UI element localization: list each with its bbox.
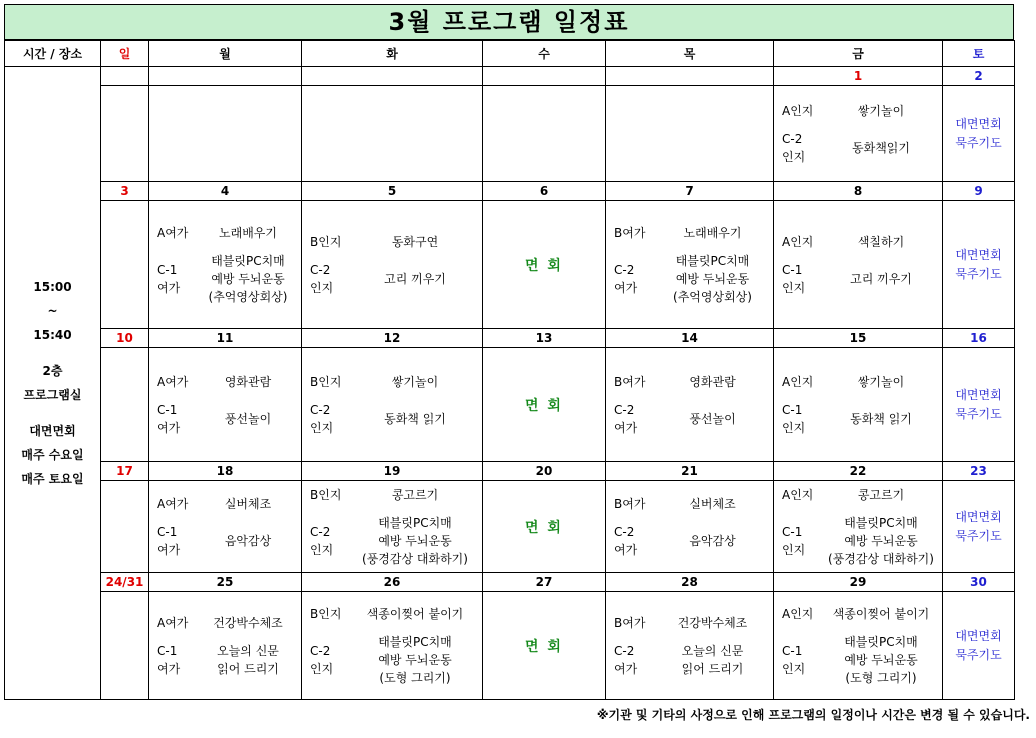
program-a-prog: 영화관람 xyxy=(224,374,272,389)
program-cell-thu xyxy=(606,592,774,700)
day-number-fri: 1 xyxy=(774,67,943,86)
program-cell-sat xyxy=(943,481,1015,573)
program-cell-sat xyxy=(943,348,1015,462)
day-number-sun: 17 xyxy=(101,462,149,481)
header-thu: 목 xyxy=(606,41,774,67)
program-a-label: B여가 xyxy=(614,225,646,240)
saturday-program xyxy=(943,508,1014,546)
program-a-prog: 콩고르기 xyxy=(391,487,439,502)
day-number-wed: 13 xyxy=(483,329,606,348)
program-a-label: A여가 xyxy=(157,496,189,511)
program-entry xyxy=(606,373,773,437)
sat-rosary: 묵주기도 xyxy=(955,266,1002,281)
program-cell-fri xyxy=(774,201,943,329)
day-number-row xyxy=(5,182,1015,201)
program-entry xyxy=(302,373,482,437)
program-a-label: A여가 xyxy=(157,225,189,240)
visit-label: 면 회 xyxy=(525,397,563,414)
program-cell-mon xyxy=(149,201,302,329)
program-c-label: C-2 인지 xyxy=(310,643,334,676)
program-a-label: A인지 xyxy=(782,606,814,621)
program-a-prog: 쌓기놀이 xyxy=(857,374,905,389)
program-row xyxy=(5,86,1015,182)
program-a-label: A인지 xyxy=(782,103,814,118)
header-time-place: 시간 / 장소 xyxy=(5,41,101,67)
program-c-prog: 태블릿PC치매 예방 두뇌운동 (풍경감상 대화하기) xyxy=(828,515,934,566)
program-cell-wed xyxy=(483,86,606,182)
day-number-tue: 19 xyxy=(302,462,483,481)
header-tue: 화 xyxy=(302,41,483,67)
header-wed: 수 xyxy=(483,41,606,67)
program-cell-tue xyxy=(302,86,483,182)
program-c-prog: 동화책 읽기 xyxy=(384,411,446,426)
program-cell-tue xyxy=(302,592,483,700)
day-number-thu xyxy=(606,67,774,86)
program-c-prog: 오늘의 신문 읽어 드리기 xyxy=(681,643,744,676)
program-a-prog: 노래배우기 xyxy=(219,225,277,240)
day-number-sat: 9 xyxy=(943,182,1015,201)
program-entry xyxy=(774,605,942,687)
program-cell-sat xyxy=(943,201,1015,329)
program-cell-tue xyxy=(302,481,483,573)
program-c-label: C-1 인지 xyxy=(782,643,806,676)
program-a-label: B인지 xyxy=(310,606,342,621)
sat-visit: 대면면회 xyxy=(955,116,1002,131)
saturday-program xyxy=(943,246,1014,284)
program-cell-mon xyxy=(149,481,302,573)
program-a-label: A여가 xyxy=(157,615,189,630)
program-a-label: A인지 xyxy=(782,234,814,249)
program-a-prog: 동화구연 xyxy=(391,234,439,249)
program-c-prog: 오늘의 신문 읽어 드리기 xyxy=(217,643,279,676)
program-cell-mon xyxy=(149,348,302,462)
program-a-prog: 영화관람 xyxy=(689,374,736,389)
program-entry xyxy=(774,373,942,437)
program-cell-mon xyxy=(149,86,302,182)
program-a-prog: 쌓기놀이 xyxy=(391,374,439,389)
program-entry xyxy=(302,605,482,687)
day-number-row xyxy=(5,462,1015,481)
program-c-label: C-1 인지 xyxy=(782,524,806,557)
program-cell-wed xyxy=(483,348,606,462)
program-row xyxy=(5,348,1015,462)
visit-label: 면 회 xyxy=(525,257,563,274)
day-number-row xyxy=(5,329,1015,348)
visit-label: 면 회 xyxy=(525,638,563,655)
header-sat: 토 xyxy=(943,41,1015,67)
program-a-label: B여가 xyxy=(614,496,646,511)
program-c-prog: 고리 끼우기 xyxy=(384,271,446,286)
program-entry xyxy=(302,233,482,297)
time-place-cell xyxy=(5,67,101,700)
day-number-wed: 6 xyxy=(483,182,606,201)
day-number-thu: 21 xyxy=(606,462,774,481)
program-row xyxy=(5,481,1015,573)
day-number-fri: 22 xyxy=(774,462,943,481)
program-cell-sat xyxy=(943,592,1015,700)
program-c-prog: 태블릿PC치매 예방 두뇌운동 (추억영상회상) xyxy=(673,253,752,304)
program-a-label: A여가 xyxy=(157,374,189,389)
program-entry xyxy=(149,614,301,678)
program-cell-thu xyxy=(606,201,774,329)
saturday-program xyxy=(943,115,1014,153)
program-a-label: A인지 xyxy=(782,487,814,502)
program-cell-wed xyxy=(483,592,606,700)
page-title: 3월 프로그램 일정표 xyxy=(4,4,1014,40)
program-cell-sun xyxy=(101,348,149,462)
day-number-sun xyxy=(101,67,149,86)
sat-visit: 대면면회 xyxy=(955,247,1002,262)
day-number-sat: 30 xyxy=(943,573,1015,592)
program-c-prog: 태블릿PC치매 예방 두뇌운동 (도형 그리기) xyxy=(844,634,918,685)
program-c-prog: 음악감상 xyxy=(224,533,272,548)
program-c-label: C-2 인지 xyxy=(782,131,806,164)
program-c-label: C-1 여가 xyxy=(157,524,181,557)
program-entry xyxy=(774,102,942,166)
program-row xyxy=(5,201,1015,329)
side-visit-title: 대면면회 xyxy=(29,424,76,438)
program-a-label: B인지 xyxy=(310,374,342,389)
program-entry xyxy=(149,373,301,437)
program-a-prog: 실버체조 xyxy=(689,496,736,511)
program-cell-thu xyxy=(606,86,774,182)
day-number-row xyxy=(5,573,1015,592)
program-cell-fri xyxy=(774,348,943,462)
day-number-thu: 14 xyxy=(606,329,774,348)
day-number-tue xyxy=(302,67,483,86)
program-entry xyxy=(606,495,773,559)
header-sun: 일 xyxy=(101,41,149,67)
program-a-prog: 색칠하기 xyxy=(857,234,905,249)
program-c-prog: 태블릿PC치매 예방 두뇌운동 (도형 그리기) xyxy=(378,634,452,685)
day-number-fri: 29 xyxy=(774,573,943,592)
day-number-tue: 26 xyxy=(302,573,483,592)
spacer xyxy=(5,407,100,419)
program-cell-thu xyxy=(606,348,774,462)
side-visit-sat: 매주 토요일 xyxy=(21,472,84,486)
program-c-label: C-2 인지 xyxy=(310,402,334,435)
program-c-label: C-2 인지 xyxy=(310,262,334,295)
program-a-label: B여가 xyxy=(614,374,646,389)
program-cell-mon xyxy=(149,592,302,700)
program-c-prog: 풍선놀이 xyxy=(689,411,736,426)
program-a-prog: 쌓기놀이 xyxy=(857,103,905,118)
day-number-mon: 18 xyxy=(149,462,302,481)
program-entry xyxy=(774,233,942,297)
program-row xyxy=(5,592,1015,700)
day-number-sun: 3 xyxy=(101,182,149,201)
day-number-mon: 11 xyxy=(149,329,302,348)
program-c-label: C-2 여가 xyxy=(614,402,638,435)
program-a-label: B인지 xyxy=(310,487,342,502)
day-number-mon: 4 xyxy=(149,182,302,201)
program-cell-sat xyxy=(943,86,1015,182)
program-a-prog: 색종이찢어 붙이기 xyxy=(832,606,930,621)
visit-label: 면 회 xyxy=(525,519,563,536)
side-time-end: 15:40 xyxy=(33,328,72,342)
sat-visit: 대면면회 xyxy=(955,628,1002,643)
program-c-prog: 태블릿PC치매 예방 두뇌운동 (추억영상회상) xyxy=(208,253,288,304)
day-number-thu: 28 xyxy=(606,573,774,592)
saturday-program xyxy=(943,386,1014,424)
program-entry xyxy=(149,495,301,559)
program-c-prog: 태블릿PC치매 예방 두뇌운동 (풍경감상 대화하기) xyxy=(362,515,468,566)
side-time-start: 15:00 xyxy=(33,280,72,294)
program-cell-tue xyxy=(302,348,483,462)
day-number-thu: 7 xyxy=(606,182,774,201)
program-a-prog: 콩고르기 xyxy=(857,487,905,502)
program-cell-fri xyxy=(774,86,943,182)
program-cell-wed xyxy=(483,201,606,329)
header-row xyxy=(5,41,1015,67)
side-visit-wed: 매주 수요일 xyxy=(21,448,84,462)
program-c-label: C-1 여가 xyxy=(157,402,181,435)
program-entry xyxy=(774,486,942,568)
day-number-sat: 2 xyxy=(943,67,1015,86)
program-cell-fri xyxy=(774,481,943,573)
day-number-row xyxy=(5,67,1015,86)
day-number-tue: 5 xyxy=(302,182,483,201)
program-a-label: A인지 xyxy=(782,374,814,389)
program-a-prog: 건강박수체조 xyxy=(677,615,748,630)
program-cell-sun xyxy=(101,201,149,329)
sat-rosary: 묵주기도 xyxy=(955,406,1002,421)
program-cell-tue xyxy=(302,201,483,329)
program-a-prog: 실버체조 xyxy=(224,496,272,511)
program-cell-sun xyxy=(101,592,149,700)
header-fri: 금 xyxy=(774,41,943,67)
day-number-sat: 23 xyxy=(943,462,1015,481)
day-number-wed xyxy=(483,67,606,86)
schedule-table xyxy=(4,40,1015,700)
side-tilde: ~ xyxy=(47,304,58,318)
day-number-fri: 8 xyxy=(774,182,943,201)
program-c-label: C-1 인지 xyxy=(782,262,806,295)
program-cell-thu xyxy=(606,481,774,573)
program-entry xyxy=(606,614,773,678)
program-c-label: C-1 여가 xyxy=(157,262,181,295)
spacer xyxy=(5,347,100,359)
sat-visit: 대면면회 xyxy=(955,509,1002,524)
sat-visit: 대면면회 xyxy=(955,387,1002,402)
program-c-label: C-1 여가 xyxy=(157,643,181,676)
program-entry xyxy=(149,224,301,306)
day-number-sun: 10 xyxy=(101,329,149,348)
program-c-prog: 고리 끼우기 xyxy=(850,271,912,286)
day-number-tue: 12 xyxy=(302,329,483,348)
program-c-label: C-2 여가 xyxy=(614,524,638,557)
program-a-label: B여가 xyxy=(614,615,646,630)
schedule-sheet xyxy=(4,4,1030,723)
day-number-sun: 24/31 xyxy=(101,573,149,592)
program-c-label: C-2 여가 xyxy=(614,643,638,676)
footer-note: ※기관 및 기타의 사정으로 인해 프로그램의 일정이나 시간은 변경 될 수 있습니다. xyxy=(596,708,1030,722)
day-number-mon xyxy=(149,67,302,86)
program-a-prog: 색종이찢어 붙이기 xyxy=(366,606,464,621)
day-number-wed: 20 xyxy=(483,462,606,481)
program-a-label: B인지 xyxy=(310,234,342,249)
program-c-label: C-2 여가 xyxy=(614,262,638,295)
side-room: 프로그램실 xyxy=(23,388,82,402)
program-c-prog: 동화책 읽기 xyxy=(850,411,912,426)
program-a-prog: 건강박수체조 xyxy=(213,615,283,630)
program-c-label: C-2 인지 xyxy=(310,524,334,557)
saturday-program xyxy=(943,627,1014,665)
sat-rosary: 묵주기도 xyxy=(955,647,1002,662)
sat-rosary: 묵주기도 xyxy=(955,528,1002,543)
day-number-fri: 15 xyxy=(774,329,943,348)
sat-rosary: 묵주기도 xyxy=(955,135,1002,150)
program-cell-sun xyxy=(101,481,149,573)
program-cell-wed xyxy=(483,481,606,573)
program-c-prog: 음악감상 xyxy=(689,533,736,548)
program-c-label: C-1 인지 xyxy=(782,402,806,435)
day-number-sat: 16 xyxy=(943,329,1015,348)
program-cell-fri xyxy=(774,592,943,700)
program-c-prog: 동화책읽기 xyxy=(852,140,910,155)
program-entry xyxy=(606,224,773,306)
day-number-wed: 27 xyxy=(483,573,606,592)
program-a-prog: 노래배우기 xyxy=(683,225,742,240)
program-cell-sun xyxy=(101,86,149,182)
program-c-prog: 풍선놀이 xyxy=(224,411,272,426)
day-number-mon: 25 xyxy=(149,573,302,592)
program-entry xyxy=(302,486,482,568)
side-floor: 2층 xyxy=(42,364,63,378)
header-mon: 월 xyxy=(149,41,302,67)
